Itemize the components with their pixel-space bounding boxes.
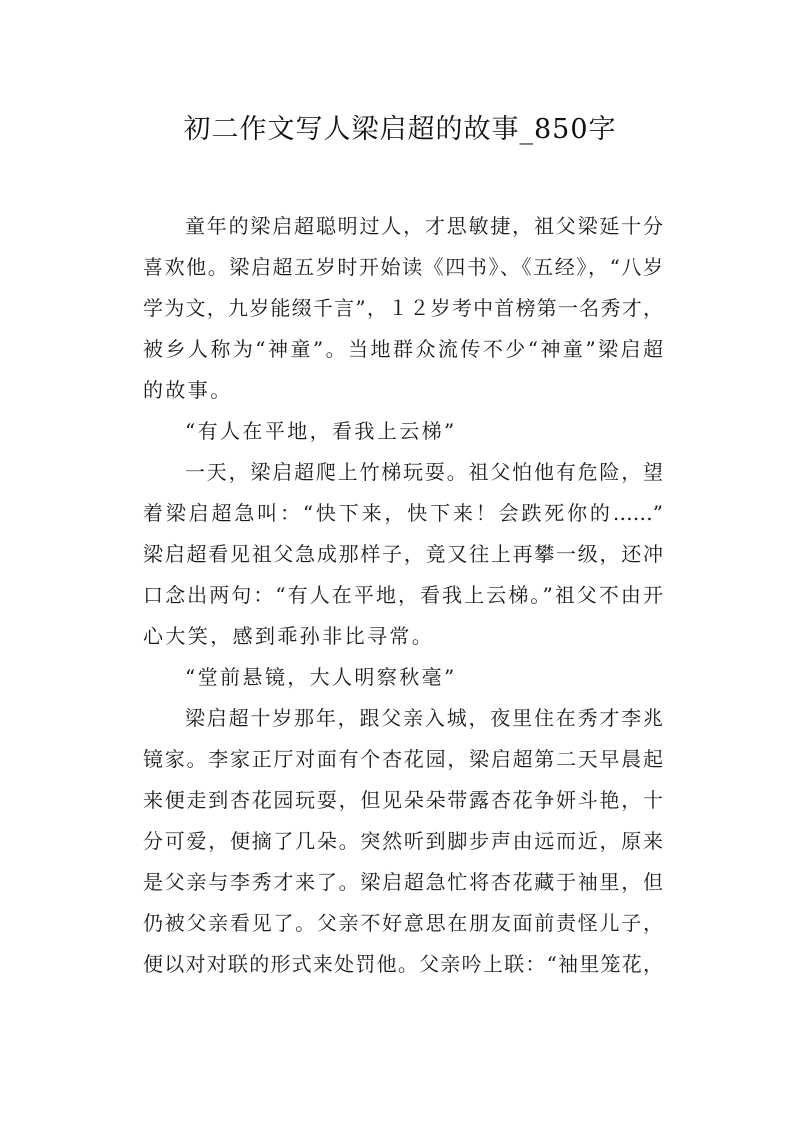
text-line: 仍被父亲看见了。父亲不好意思在朋友面前责怪儿子， (143, 911, 663, 935)
text-line: 被乡人称为“神童”。当地群众流传不少“神童”梁启超 (143, 337, 663, 361)
section-heading: “有人在平地，看我上云梯” (185, 419, 457, 443)
text-line: 学为文，九岁能缀千言”，１２岁考中首榜第一名秀才， (143, 296, 663, 320)
text-line: 心大笑，感到乖孙非比寻常。 (143, 624, 435, 648)
text-line: 分可爱，便摘了几朵。突然听到脚步声由远而近，原来 (143, 829, 663, 853)
text-line: 来便走到杏花园玩耍，但见朵朵带露杏花争妍斗艳，十 (143, 788, 663, 812)
text-line: 着梁启超急叫：“快下来，快下来！会跌死你的……” (143, 501, 663, 525)
text-line: 是父亲与李秀才来了。梁启超急忙将杏花藏于袖里，但 (143, 870, 663, 894)
text-line: 的故事。 (143, 378, 233, 402)
text-line: 口念出两句：“有人在平地，看我上云梯。”祖父不由开 (143, 583, 663, 607)
text-line: 喜欢他。梁启超五岁时开始读《四书》、《五经》，“八岁 (143, 255, 663, 279)
text-line: 梁启超十岁那年，跟父亲入城，夜里住在秀才李兆 (185, 706, 663, 730)
document-title: 初二作文写人梁启超的故事_850字 (183, 114, 617, 145)
text-line: 便以对对联的形式来处罚他。父亲吟上联：“袖里笼花， (143, 952, 663, 976)
text-line: 梁启超看见祖父急成那样子，竟又往上再攀一级，还冲 (143, 542, 663, 566)
text-line: 童年的梁启超聪明过人，才思敏捷，祖父梁延十分 (185, 214, 663, 238)
text-line: 一天，梁启超爬上竹梯玩耍。祖父怕他有危险，望 (185, 460, 663, 484)
text-line: 镜家。李家正厅对面有个杏花园，梁启超第二天早晨起 (143, 747, 663, 771)
section-heading: “堂前悬镜，大人明察秋毫” (185, 665, 457, 689)
document-body (143, 206, 663, 985)
